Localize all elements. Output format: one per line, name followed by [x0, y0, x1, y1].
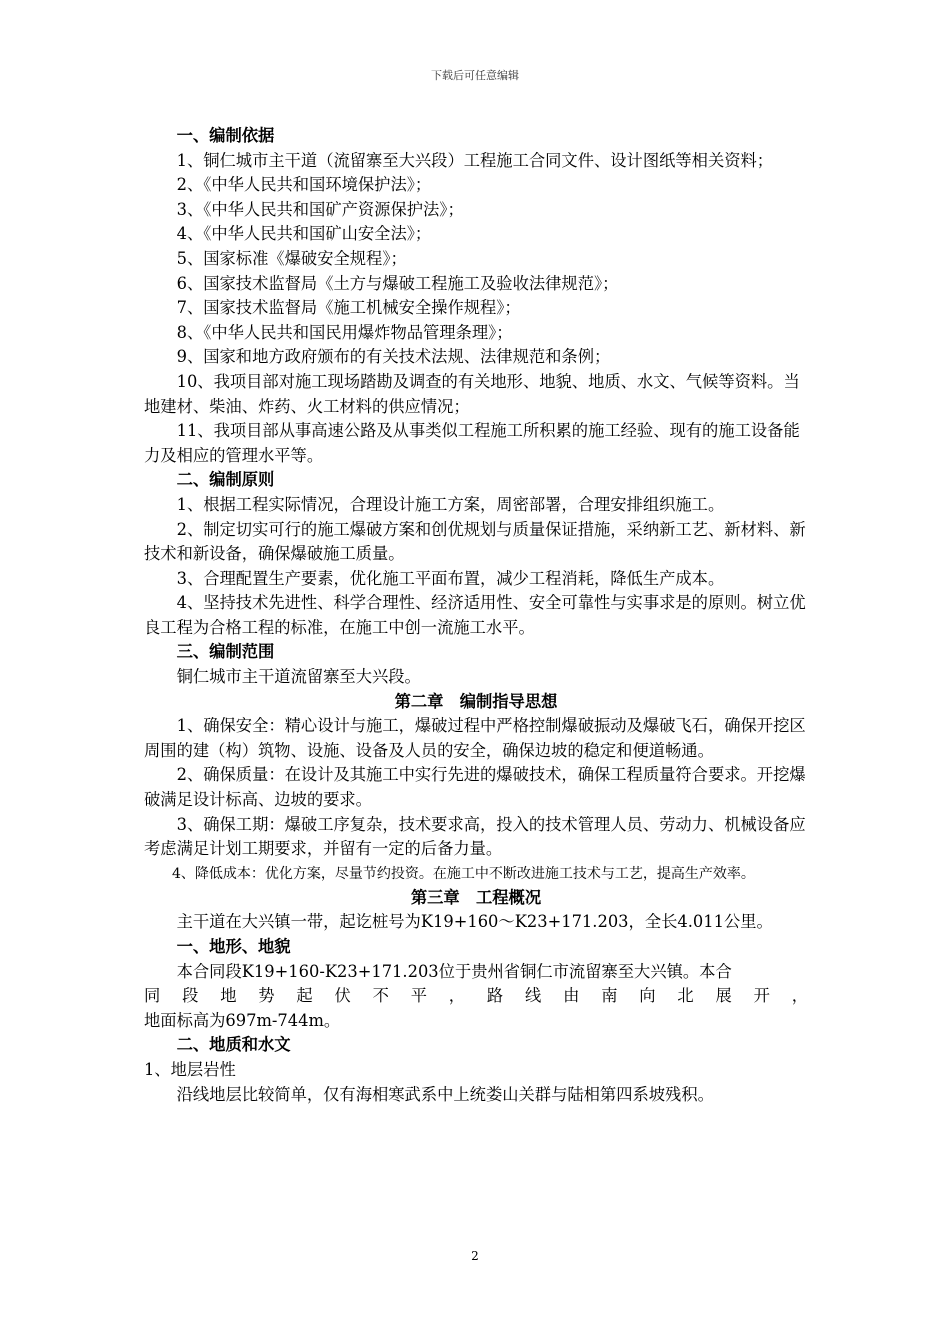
scope-text: 铜仁城市主干道流留寨至大兴段。 [176, 667, 421, 687]
guideline-item-3: 3、确保工期：爆破工序复杂，技术要求高，投入的技术管理人员、劳动力、机械设备应考虑满足计划工期要求，并留有一定的后备力量。 [144, 814, 806, 859]
geology-text: 沿线地层比较简单，仅有海相寒武系中上统娄山关群与陆相第四系坡残积。 [176, 1084, 714, 1104]
basis-item-2: 2、《中华人民共和国环境保护法》； [176, 175, 432, 195]
basis-item-6: 6、国家技术监督局《土方与爆破工程施工及验收法律规范》； [176, 273, 619, 293]
terrain-line-3: 地面标高为697m-744m。 [144, 1010, 341, 1030]
principle-item-2: 2、制定切实可行的施工爆破方案和创优规划与质量保证措施，采纳新工艺、新材料、新技术和新设备，确保爆破施工质量。 [144, 519, 806, 564]
section-heading-principles: 二、编制原则 [176, 470, 275, 490]
section-heading-basis: 一、编制依据 [176, 126, 275, 145]
guideline-item-4: 4、降低成本：优化方案，尽量节约投资。在施工中不断改进施工技术与工艺，提高生产效率。 [172, 865, 755, 882]
principle-item-1: 1、根据工程实际情况，合理设计施工方案，周密部署，合理安排组织施工。 [176, 494, 725, 514]
guideline-item-1: 1、确保安全：精心设计与施工，爆破过程中严格控制爆破振动及爆破飞石，确保开挖区周围的建（构）筑物、设施、设备及人员的安全，确保边坡的稳定和便道畅通。 [144, 716, 806, 760]
basis-item-3: 3、《中华人民共和国矿产资源保护法》； [176, 199, 464, 219]
basis-item-8: 8、《中华人民共和国民用爆炸物品管理条理》； [176, 322, 513, 342]
basis-item-10: 10、我项目部对施工现场踏勘及调查的有关地形、地貌、地质、水文、气候等资料。当地建材、柴油、炸药、火工材料的供应情况； [144, 371, 800, 416]
basis-item-7: 7、国家技术监督局《施工机械安全操作规程》； [176, 298, 521, 318]
terrain-line-1: 本合同段K19+160-K23+171.203位于贵州省铜仁市流留寨至大兴镇。本合 [176, 961, 732, 981]
basis-item-5: 5、国家标准《爆破安全规程》； [176, 248, 407, 268]
page-number: 2 [471, 1249, 479, 1263]
basis-item-9: 9、国家和地方政府颁布的有关技术法规、法律规范和条例； [176, 347, 611, 367]
principle-item-3: 3、合理配置生产要素，优化施工平面布置，减少工程消耗，降低生产成本。 [176, 568, 725, 588]
section-heading-scope: 三、编制范围 [176, 642, 275, 662]
chapter-3-title: 第三章 工程概况 [410, 887, 542, 907]
subsection-heading-terrain: 一、地形、地貌 [176, 937, 291, 956]
basis-item-4: 4、《中华人民共和国矿山安全法》； [176, 224, 432, 244]
principle-item-4: 4、坚持技术先进性、科学合理性、经济适用性、安全可靠性与实事求是的原则。树立优良工程为合格工程的标准，在施工中创一流施工水平。 [144, 593, 806, 637]
page-header-note: 下载后可任意编辑 [431, 69, 519, 82]
basis-item-11: 11、我项目部从事高速公路及从事类似工程施工所积累的施工经验、现有的施工设备能力及相应的管理水平等。 [144, 421, 800, 465]
geology-item-1: 1、地层岩性 [144, 1059, 236, 1079]
document-body [144, 124, 808, 1107]
subsection-heading-geology: 二、地质和水文 [176, 1035, 291, 1055]
chapter-2-title: 第二章 编制指导思想 [394, 691, 558, 711]
guideline-item-2: 2、确保质量：在设计及其施工中实行先进的爆破技术，确保工程质量符合要求。开挖爆破满足设计标高、边坡的要求。 [144, 765, 806, 810]
terrain-line-2: 同段地势起伏不平，路线由南向北展开， [144, 986, 808, 1006]
basis-item-1: 1、铜仁城市主干道（流留寨至大兴段）工程施工合同文件、设计图纸等相关资料； [176, 150, 774, 170]
project-intro: 主干道在大兴镇一带，起讫桩号为K19+160～K23+171.203，全长4.011公里。 [176, 912, 773, 932]
